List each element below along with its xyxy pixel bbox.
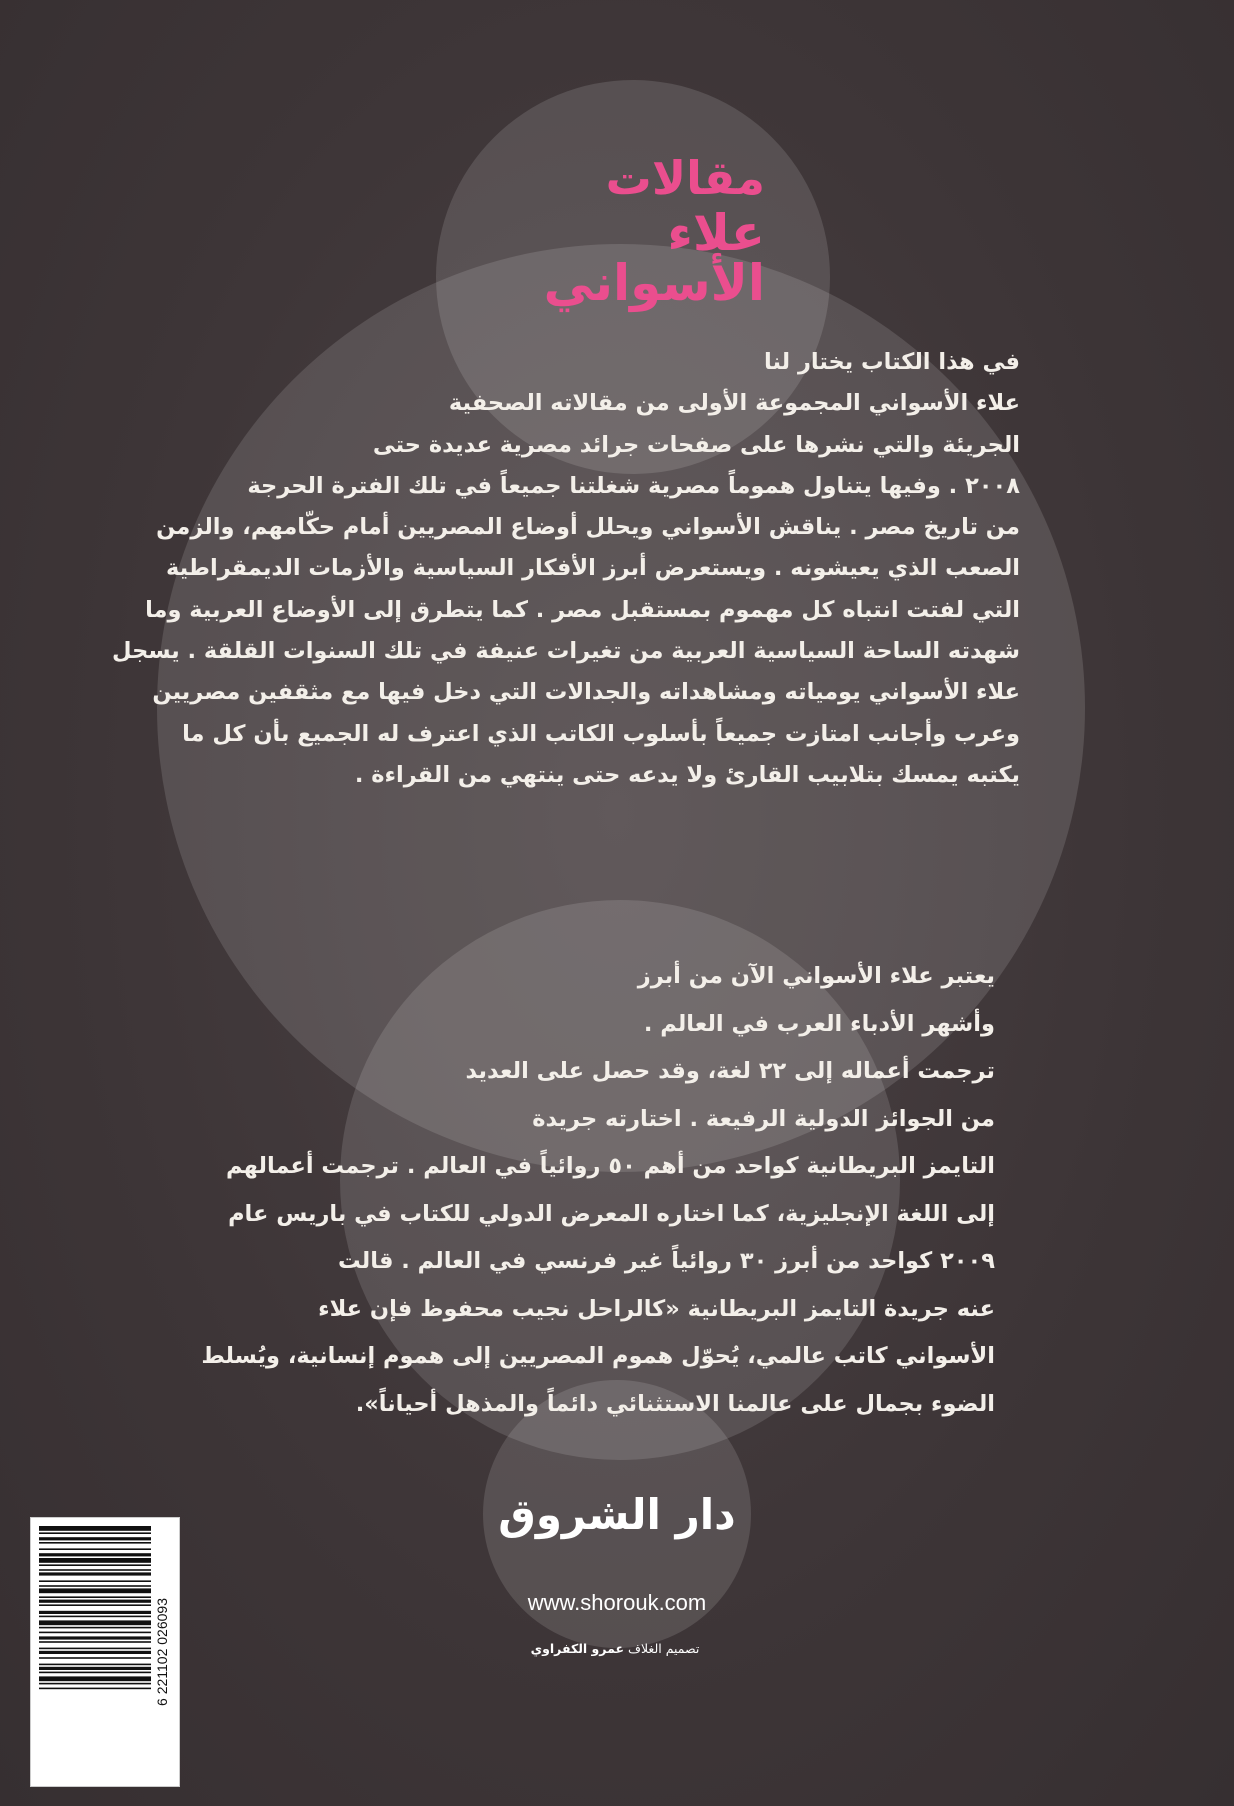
book-title-line1: مقالات [605, 151, 765, 205]
credit-label: تصميم الغلاف [628, 1641, 700, 1656]
description-line: ٢٠٠٨ . وفيها يتناول هموماً مصرية شغلتنا جميعاً في تلك الفترة الحرجة [247, 472, 1020, 499]
barcode-bar [39, 1596, 151, 1598]
description-line: علاء الأسواني المجموعة الأولى من مقالاته الصحفية [448, 390, 1020, 417]
barcode-bar [39, 1580, 151, 1582]
book-title-author: علاء الأسواني [543, 204, 765, 312]
publisher-logo: دار الشروق [498, 1490, 736, 1539]
description-line: في هذا الكتاب يختار لنا [764, 349, 1020, 375]
barcode-bar [39, 1651, 151, 1654]
barcode-bar [39, 1558, 151, 1563]
barcode-bar [39, 1526, 151, 1531]
barcode-number: 6 221102 026093 [154, 1598, 170, 1706]
barcode-bar [39, 1667, 151, 1670]
barcode-bar [39, 1548, 151, 1550]
barcode-bar [39, 1542, 151, 1544]
credit-name: عمرو الكفراوي [530, 1641, 625, 1656]
barcode-bar [39, 1564, 151, 1566]
description-line: يكتبه يمسك بتلابيب القارئ ولا يدعه حتى ينتهي من القراءة . [354, 761, 1020, 788]
barcode-bar [39, 1641, 151, 1643]
bio-line: إلى اللغة الإنجليزية، كما اختاره المعرض الدولي للكتاب في باريس عام [228, 1200, 995, 1227]
barcode-bar [39, 1636, 151, 1639]
bio-line: الأسواني كاتب عالمي، يُحوّل هموم المصريين إلى هموم إنسانية، ويُسلط [201, 1343, 995, 1369]
barcode-bar [39, 1537, 151, 1540]
barcode-bar [39, 1627, 151, 1629]
barcode-bar [39, 1664, 151, 1666]
barcode-bar [39, 1569, 151, 1571]
barcode-bar [39, 1657, 151, 1659]
publisher-url: www.shorouk.com [527, 1590, 707, 1615]
barcode-bar [39, 1676, 151, 1681]
barcode-bar [39, 1616, 151, 1618]
author-bio-paragraph [201, 953, 995, 1428]
bio-line: يعتبر علاء الأسواني الآن من أبرز [637, 963, 995, 989]
bio-line: وأشهر الأدباء العرب في العالم . [643, 1010, 995, 1037]
barcode-bar [39, 1688, 151, 1690]
barcode-bar [39, 1553, 151, 1556]
description-line: علاء الأسواني يومياته ومشاهداته والجدالات التي دخل فيها مع مثقفين مصريين [152, 679, 1020, 706]
barcode-bar [39, 1620, 151, 1625]
bio-line: التايمز البريطانية كواحد من أهم ٥٠ روائياً في العالم . ترجمت أعمالهم [226, 1153, 995, 1179]
barcode-bar [39, 1532, 151, 1534]
bio-line: ٢٠٠٩ كواحد من أبرز ٣٠ روائياً غير فرنسي في العالم . قالت [337, 1248, 995, 1274]
barcode-bar [39, 1672, 151, 1674]
description-line: الجريئة والتي نشرها على صفحات جرائد مصرية عديدة حتى [372, 431, 1020, 458]
barcode-bar [39, 1585, 151, 1587]
barcode-bar [39, 1572, 151, 1575]
description-line: التي لفتت انتباه كل مهموم بمستقبل مصر . كما يتطرق إلى الأوضاع العربية وما [145, 596, 1020, 623]
barcode-bar [39, 1600, 151, 1603]
bio-line: عنه جريدة التايمز البريطانية «كالراحل نجيب محفوظ فإن علاء [318, 1295, 995, 1322]
isbn-barcode [30, 1517, 180, 1787]
bio-line: من الجوائز الدولية الرفيعة . اختارته جريدة [532, 1105, 995, 1132]
barcode-bar [39, 1632, 151, 1634]
cover-design-credit [470, 1641, 760, 1656]
bio-line: الضوء بجمال على عالمنا الاستثنائي دائماً والمذهل أحياناً». [355, 1390, 995, 1417]
description-line: شهدته الساحة السياسية العربية من تغيرات عنيفة في تلك السنوات القلقة . يسجل [112, 638, 1020, 665]
description-line: وعرب وأجانب امتازت جميعاً بأسلوب الكاتب الذي اعترف له الجميع بأن كل ما [182, 720, 1020, 747]
description-line: الصعب الذي يعيشونه . ويستعرض أبرز الأفكار السياسية والأزمات الديمقراطية [165, 555, 1020, 582]
description-paragraph [112, 342, 1020, 796]
description-line: من تاريخ مصر . يناقش الأسواني ويحلل أوضاع المصريين أمام حكّامهم، والزمن [156, 514, 1020, 541]
barcode-bar [39, 1611, 151, 1614]
barcode-bar [39, 1648, 151, 1650]
barcode-bar [39, 1588, 151, 1593]
barcode-bar [39, 1683, 151, 1685]
bio-line: ترجمت أعماله إلى ٢٢ لغة، وقد حصل على العديد [465, 1058, 995, 1084]
barcode-graphic [31, 1518, 179, 1786]
barcode-bar [39, 1604, 151, 1606]
